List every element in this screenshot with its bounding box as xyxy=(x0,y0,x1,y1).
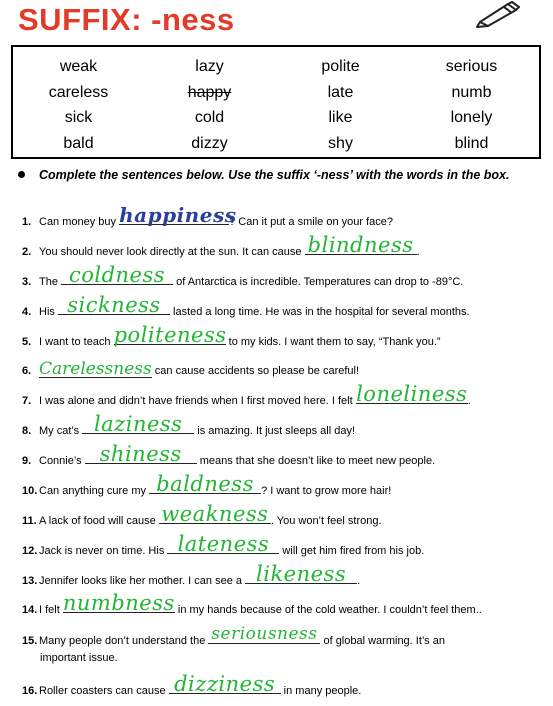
sentence-text: Jennifer looks like her mother. I can see a xyxy=(39,575,246,587)
sentence-text: to my kids. I want them to say, “Thank you.” xyxy=(225,336,441,348)
sentence-text: of global warming. It’s an xyxy=(320,635,445,647)
answer-blank[interactable] xyxy=(159,502,271,526)
answer-blank[interactable] xyxy=(62,591,175,615)
word-box-item: dizzy xyxy=(191,134,228,152)
answer-blank[interactable] xyxy=(61,263,173,287)
answer-blank[interactable] xyxy=(149,472,261,496)
sentence-number: 8. xyxy=(22,425,32,437)
sentence-text: in many people. xyxy=(280,685,362,697)
sentence-text: will get him fired from his job. xyxy=(279,545,425,557)
answer-blank[interactable] xyxy=(356,382,468,406)
sentence-text: A lack of food will cause xyxy=(39,515,159,527)
sentence-number: 3. xyxy=(22,276,32,288)
answer-blank[interactable] xyxy=(245,562,357,586)
word-grid xyxy=(13,54,539,156)
sentence-text: lasted a long time. He was in the hospital for several months. xyxy=(169,306,470,318)
word-box-item: lonely xyxy=(450,109,493,126)
sentence-7 xyxy=(22,382,542,408)
answer-example: happiness xyxy=(119,203,237,227)
sentence-text: Can anything cure my xyxy=(39,485,150,497)
word-box-item: sick xyxy=(64,109,93,126)
sentence-number: 7. xyxy=(22,395,32,407)
bullet-icon xyxy=(18,171,25,178)
sentence-number: 10. xyxy=(22,485,38,497)
sentence-text: Can money buy xyxy=(39,216,120,228)
word-box-item: shy xyxy=(328,134,353,152)
answer-blank[interactable] xyxy=(305,233,417,257)
sentence-6 xyxy=(22,359,542,379)
sentence-text: . xyxy=(467,395,471,407)
sentence-number: 5. xyxy=(22,336,32,348)
sentence-16 xyxy=(22,672,542,698)
sentence-11 xyxy=(22,502,542,528)
answer-blank[interactable] xyxy=(208,624,320,644)
sentence-number: 6. xyxy=(22,365,32,377)
instructions xyxy=(18,168,538,182)
answer-blank[interactable] xyxy=(119,203,237,227)
word-box xyxy=(11,45,541,159)
sentence-12 xyxy=(22,532,542,558)
sentence-number: 2. xyxy=(22,246,32,258)
sentence-10 xyxy=(22,472,542,498)
sentence-text: The xyxy=(39,276,62,288)
sentence-text: can cause accidents so please be careful! xyxy=(151,365,360,377)
word-box-item: careless xyxy=(48,83,109,101)
answer-blank[interactable] xyxy=(169,672,281,696)
sentence-text: . xyxy=(357,575,361,587)
word-box-item: blind xyxy=(454,134,489,152)
word-box-item: polite xyxy=(321,58,360,75)
answer-handwritten: sickness xyxy=(67,293,161,317)
instructions-text: Complete the sentences below. Use the suffix ‘-ness’ with the words in the box. xyxy=(39,168,510,182)
sentence-text: His xyxy=(39,306,58,318)
sentence-text: ? I want to grow more hair! xyxy=(261,485,392,497)
answer-handwritten: likeness xyxy=(256,562,347,586)
sentence-number: 12. xyxy=(22,545,38,557)
answer-blank[interactable] xyxy=(58,293,170,317)
sentence-3 xyxy=(22,263,542,289)
page-title: SUFFIX: -ness xyxy=(18,2,235,37)
answer-blank[interactable] xyxy=(85,442,197,466)
word-box-item: cold xyxy=(194,109,225,126)
answer-blank[interactable] xyxy=(113,323,227,347)
sentence-4 xyxy=(22,293,542,319)
sentence-text: My cat’s xyxy=(39,425,83,437)
sentence-1 xyxy=(22,203,542,229)
sentence-continuation: important issue. xyxy=(40,652,118,664)
word-box-item: bald xyxy=(63,134,94,152)
sentence-text: means that she doesn’t like to meet new people. xyxy=(196,455,436,467)
answer-handwritten: lateness xyxy=(177,532,270,556)
answer-handwritten: numbness xyxy=(62,591,175,615)
answer-handwritten: Carelessness xyxy=(39,359,152,379)
sentence-text: I want to teach xyxy=(39,336,114,348)
answer-handwritten: laziness xyxy=(93,412,183,436)
sentence-text: . xyxy=(416,246,420,258)
sentence-15 xyxy=(22,624,542,648)
sentence-text: Roller coasters can cause xyxy=(39,685,169,697)
answer-handwritten: shiness xyxy=(99,442,182,466)
answer-handwritten: baldness xyxy=(156,472,254,496)
word-box-item: like xyxy=(328,109,353,126)
sentence-text: You should never look directly at the sun. It can cause xyxy=(39,246,305,258)
answer-handwritten: weakness xyxy=(161,502,269,526)
sentence-number: 14. xyxy=(22,604,38,616)
answer-handwritten: seriousness xyxy=(211,624,318,644)
sentence-text: is amazing. It just sleeps all day! xyxy=(194,425,355,437)
word-box-item: serious xyxy=(445,58,498,75)
sentence-number: 4. xyxy=(22,306,32,318)
sentence-number: 15. xyxy=(22,635,38,647)
sentence-number: 9. xyxy=(22,455,32,467)
sentence-number: 11. xyxy=(22,515,37,527)
sentence-number: 13. xyxy=(22,575,38,587)
answer-handwritten: loneliness xyxy=(356,382,468,406)
word-box-item: numb xyxy=(451,83,492,101)
word-box-item: happy xyxy=(187,83,232,101)
sentence-text: Jack is never on time. His xyxy=(39,545,168,557)
sentence-5 xyxy=(22,323,542,349)
sentence-text: I felt xyxy=(39,604,63,616)
sentence-text: of Antarctica is incredible. Temperatures can drop to -89°C. xyxy=(173,276,464,288)
sentence-number: 16. xyxy=(22,685,38,697)
sentence-8 xyxy=(22,412,542,438)
sentence-13 xyxy=(22,562,542,588)
word-box-item: weak xyxy=(59,58,98,75)
sentence-text: Many people don’t understand the xyxy=(39,635,209,647)
answer-handwritten: politeness xyxy=(113,323,227,347)
sentence-9 xyxy=(22,442,542,468)
answer-handwritten: blindness xyxy=(307,233,414,257)
answer-blank[interactable] xyxy=(82,412,194,436)
word-box-item: late xyxy=(327,83,354,101)
answer-handwritten: coldness xyxy=(68,263,166,287)
answer-blank[interactable] xyxy=(167,532,279,556)
answer-handwritten: dizziness xyxy=(174,672,276,696)
sentence-number: 1. xyxy=(22,216,32,228)
sentence-2 xyxy=(22,233,542,259)
pencil-icon xyxy=(474,0,524,28)
sentence-text: Connie’s xyxy=(39,455,85,467)
sentence-text: . You won’t feel strong. xyxy=(270,515,382,527)
sentence-text: I was alone and didn’t have friends when I first moved here. I felt xyxy=(39,395,356,407)
sentence-14 xyxy=(22,591,542,617)
sentence-text: ? Can it put a smile on your face? xyxy=(229,216,393,228)
sentence-text: in my hands because of the cold weather. I couldn’t feel them.. xyxy=(174,604,482,616)
word-box-item: lazy xyxy=(195,58,224,75)
